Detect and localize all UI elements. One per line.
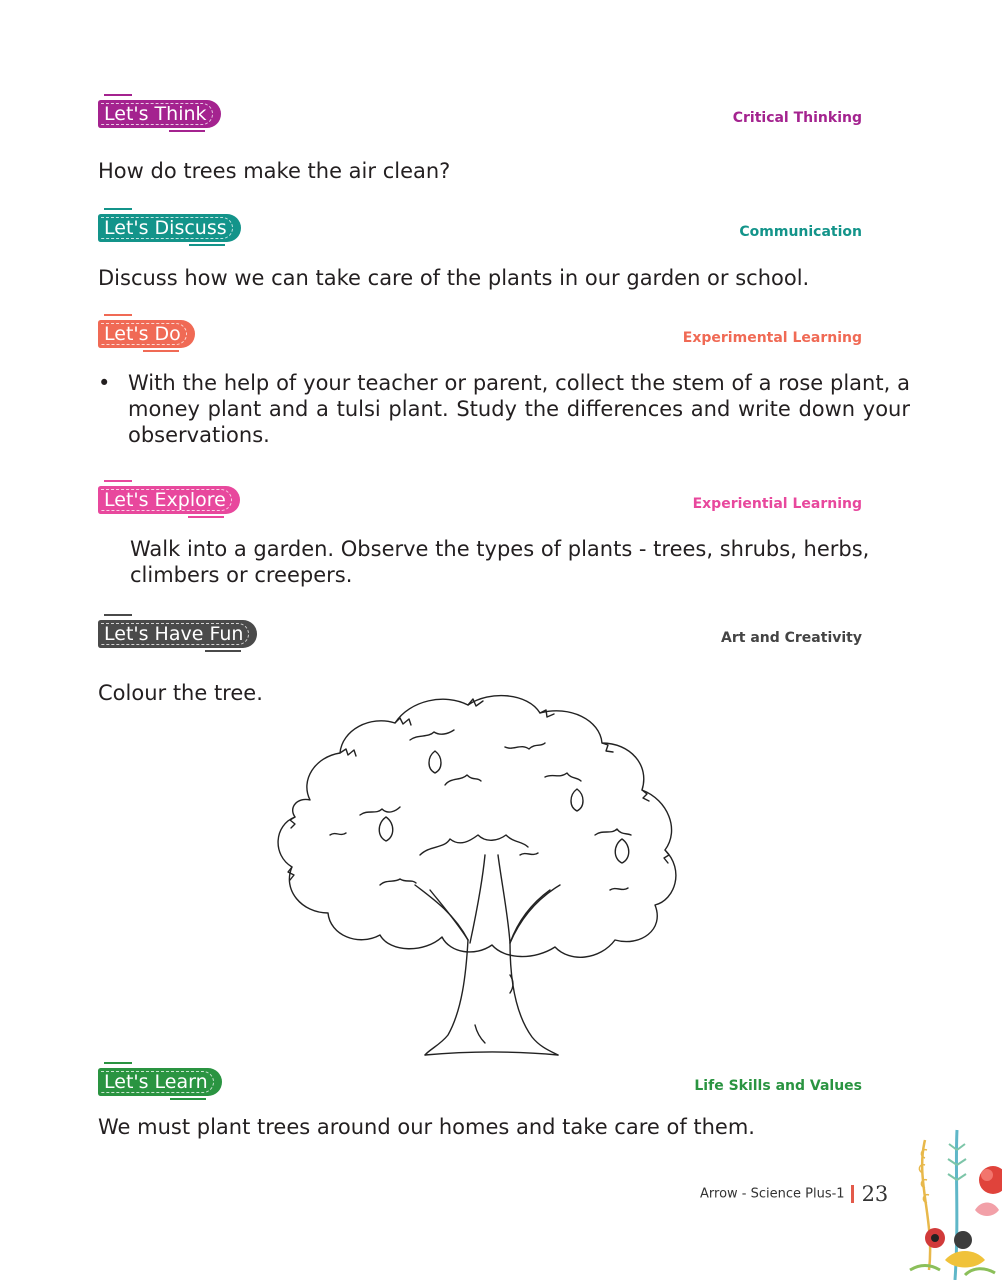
- bullet-icon: •: [98, 371, 111, 395]
- lets-discuss-heading: [98, 214, 241, 242]
- bullet-item: [98, 370, 910, 448]
- heading-label: Let's Think: [104, 103, 207, 125]
- heading-label: Let's Discuss: [104, 217, 227, 239]
- section-lets-think: [98, 100, 862, 190]
- lets-think-heading: [98, 100, 221, 128]
- section-text: Colour the tree.: [98, 681, 263, 705]
- section-text: We must plant trees around our homes and take care of them.: [98, 1115, 755, 1139]
- section-text: How do trees make the air clean?: [98, 159, 451, 183]
- page-footer: [700, 1182, 888, 1206]
- heading-accent-icon: [104, 208, 132, 210]
- lets-learn-heading: [98, 1068, 222, 1096]
- heading-accent-icon: [104, 1062, 132, 1064]
- section-lets-explore: [98, 486, 870, 587]
- book-title: Arrow - Science Plus-1: [700, 1186, 845, 1202]
- skill-tag: Critical Thinking: [732, 110, 862, 126]
- page-number: 23: [861, 1182, 889, 1206]
- heading-accent-icon: [205, 650, 241, 652]
- section-text: With the help of your teacher or parent, collect the stem of a rose plant, a money plant and a tulsi plant. Study the differences and write down your observations.: [128, 371, 910, 447]
- heading-accent-icon: [104, 480, 132, 482]
- heading-accent-icon: [104, 94, 132, 96]
- section-lets-learn: [98, 1068, 862, 1148]
- heading-accent-icon: [170, 1098, 206, 1100]
- section-text: Discuss how we can take care of the plants in our garden or school.: [98, 266, 810, 290]
- footer-separator: [851, 1185, 854, 1203]
- skill-tag: Art and Creativity: [721, 630, 862, 646]
- section-lets-discuss: [98, 214, 862, 304]
- heading-label: Let's Have Fun: [104, 623, 244, 645]
- section-lets-do: [98, 320, 910, 460]
- heading-accent-icon: [189, 244, 225, 246]
- lets-have-fun-heading: [98, 620, 257, 648]
- skill-tag: Experimental Learning: [682, 330, 862, 346]
- heading-label: Let's Learn: [104, 1071, 208, 1093]
- skill-tag: Experiential Learning: [692, 496, 862, 512]
- section-lets-have-fun: [98, 620, 862, 705]
- tree-outline-icon: [270, 685, 700, 1060]
- heading-label: Let's Explore: [104, 489, 226, 511]
- heading-accent-icon: [188, 516, 224, 518]
- skill-tag: Life Skills and Values: [694, 1078, 862, 1094]
- heading-accent-icon: [169, 130, 205, 132]
- heading-label: Let's Do: [104, 323, 181, 345]
- lets-explore-heading: [98, 486, 240, 514]
- section-text: Walk into a garden. Observe the types of plants - trees, shrubs, herbs, climbers or creepers.: [130, 537, 870, 587]
- heading-accent-icon: [104, 314, 132, 316]
- lets-do-heading: [98, 320, 195, 348]
- floral-corner-icon: [905, 1120, 1002, 1280]
- skill-tag: Communication: [739, 224, 862, 240]
- heading-accent-icon: [104, 614, 132, 616]
- heading-accent-icon: [143, 350, 179, 352]
